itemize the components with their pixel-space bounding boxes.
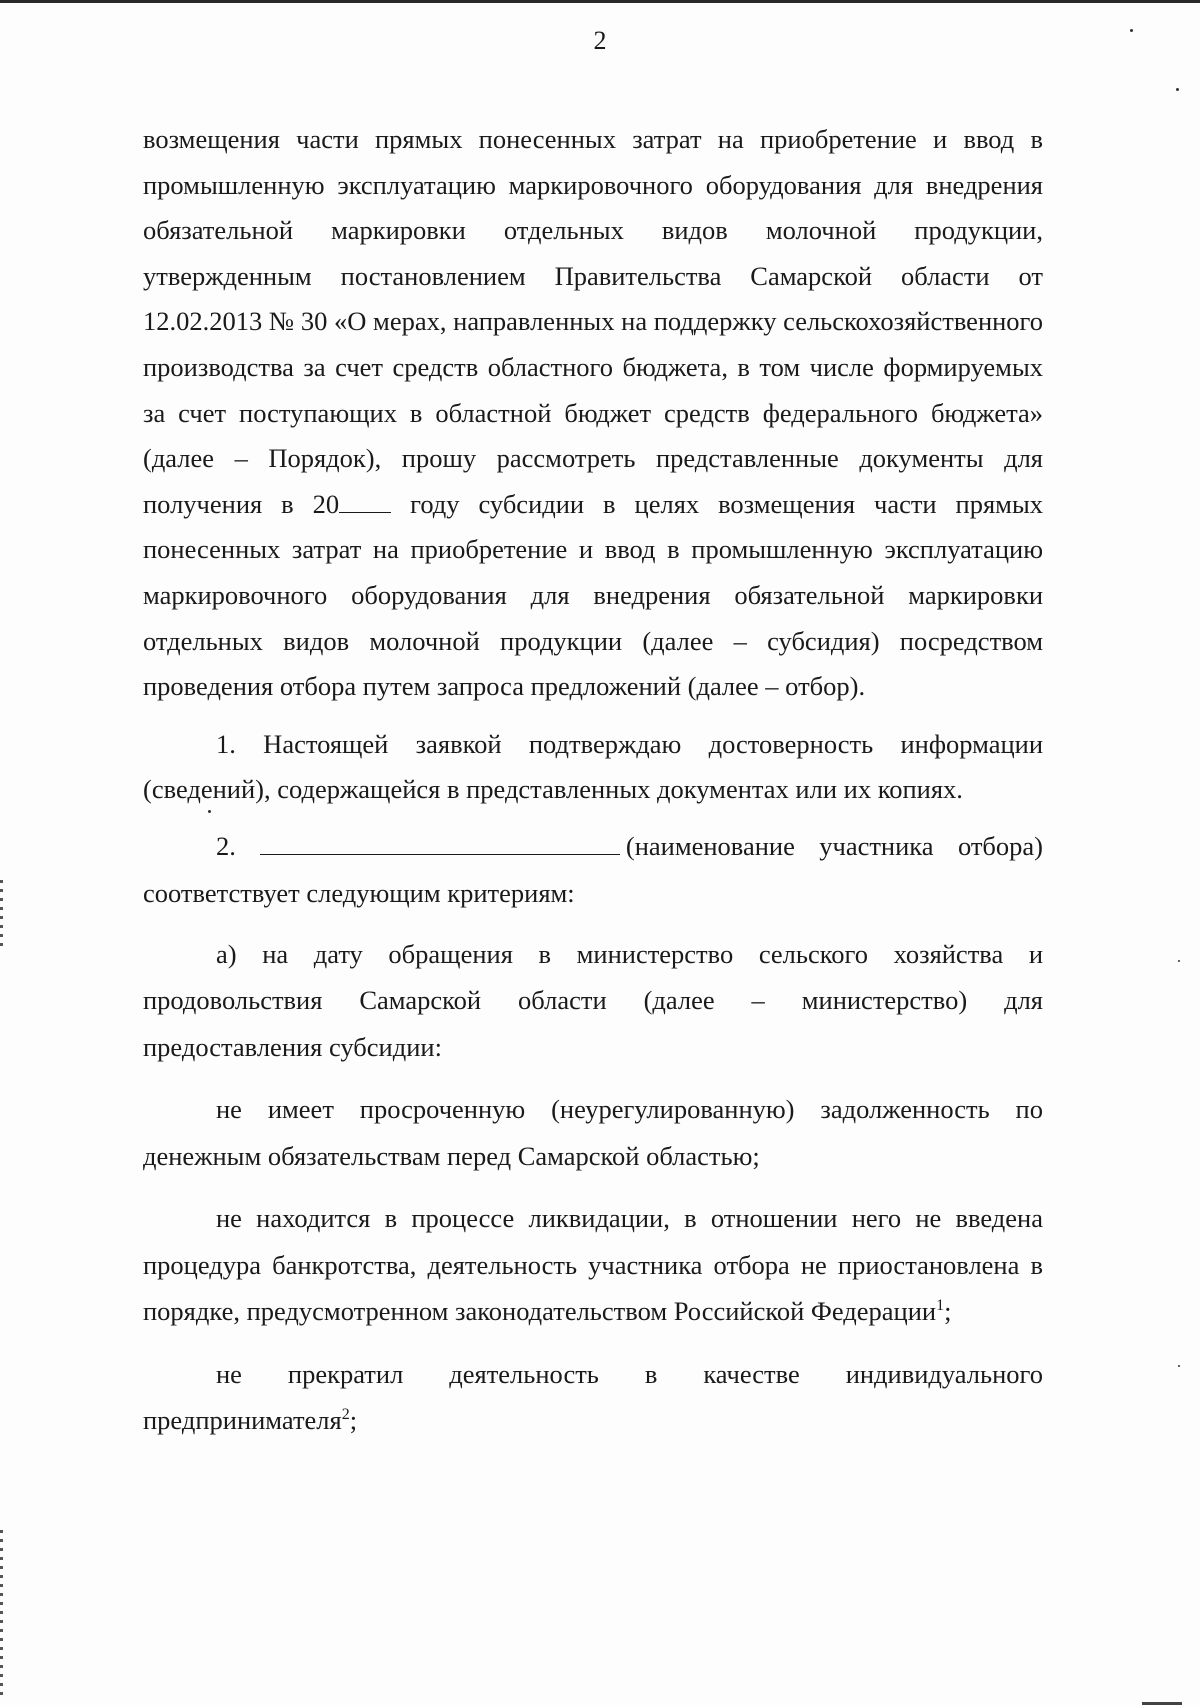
scan-speck: [208, 810, 211, 813]
item-1-paragraph: 1. Настоящей заявкой подтверждаю достоверность информации (сведений), содержащейся в представленных документах или их копиях.: [143, 728, 1043, 805]
scan-speck: [1176, 88, 1179, 91]
criterion-no-liquidation: [143, 1195, 1043, 1335]
top-border-line: [0, 0, 1200, 3]
item-2-continuation: соответствует следующим критериям:: [143, 877, 575, 908]
intro-line: оборудования для внедрения обязательной маркировки отдельных видов: [143, 579, 1043, 656]
item-a-paragraph: а) на дату обращения в министерство сельского хозяйства и продовольствия Самарской области (далее – министерство) для предоставления субсидии:: [143, 938, 1043, 1062]
document-body: [143, 117, 1043, 1444]
criterion-not-ceased-text: не прекратил деятельность в качестве индивидуального предпринимателя: [143, 1358, 1043, 1436]
intro-line: году: [410, 488, 460, 519]
intro-paragraph: [143, 117, 1043, 710]
scan-edge-marks: [0, 1530, 3, 1700]
intro-line: продукции, утвержденным постановлением Правительства Самарской: [143, 215, 1043, 291]
participant-name-hint: (наименование участника отбора): [625, 830, 1043, 861]
intro-line: путем запроса предложений (далее – отбор).: [362, 671, 866, 702]
intro-line: возмещения части прямых понесенных затрат на приобретение и ввод: [143, 124, 1015, 154]
criterion-no-liquidation-text: не находится в процессе ликвидации, в отношении него не введена процедура банкротства, деятельность участника отбора не приостановлена в порядке, предусмотренном законодательством Российской Федерации: [143, 1203, 1043, 1327]
criterion-no-liquidation-end: ;: [944, 1296, 952, 1327]
scan-speck: [1178, 960, 1180, 962]
intro-line: бюджета, в том числе формируемых за счет поступающих в областной: [143, 351, 1044, 428]
intro-line: области от 12.02.2013 № 30 «О мерах, направленных на поддержку: [143, 260, 1044, 337]
scan-speck: [1130, 29, 1133, 32]
intro-line: субсидии в целях возмещения части прямых понесенных затрат: [143, 488, 1044, 565]
intro-line: сельскохозяйственного производства за счет средств областного: [143, 306, 1044, 382]
criterion-not-ceased: [143, 1351, 1043, 1444]
intro-line: рассмотреть представленные документы для получения в 20: [143, 443, 1043, 519]
footnote-ref-1: 1: [936, 1297, 945, 1315]
footnote-ref-2: 2: [341, 1406, 350, 1424]
criterion-not-ceased-end: ;: [349, 1405, 358, 1436]
intro-line: бюджет средств федерального бюджета» (далее – Порядок), прошу: [143, 397, 1044, 474]
intro-line: внедрения обязательной маркировки отдельных видов молочной: [143, 169, 1043, 246]
item-2-number: 2.: [216, 830, 236, 861]
item-2-paragraph: [143, 823, 1043, 917]
intro-line: в промышленную эксплуатацию маркировочного оборудования для: [143, 124, 1044, 200]
intro-line: на приобретение и ввод в промышленную эксплуатацию маркировочного: [143, 534, 1044, 610]
page-number: 2: [593, 26, 607, 55]
year-blank-field: [339, 490, 391, 513]
scan-speck: [1178, 1365, 1180, 1367]
participant-name-blank-field: [260, 832, 620, 855]
scan-edge-marks: [0, 880, 3, 950]
intro-line: молочной продукции (далее – субсидия) посредством проведения отбора: [143, 625, 1043, 702]
criterion-no-debt: не имеет просроченную (неурегулированную) задолженность по денежным обязательствам перед Самарской областью;: [143, 1094, 1043, 1171]
